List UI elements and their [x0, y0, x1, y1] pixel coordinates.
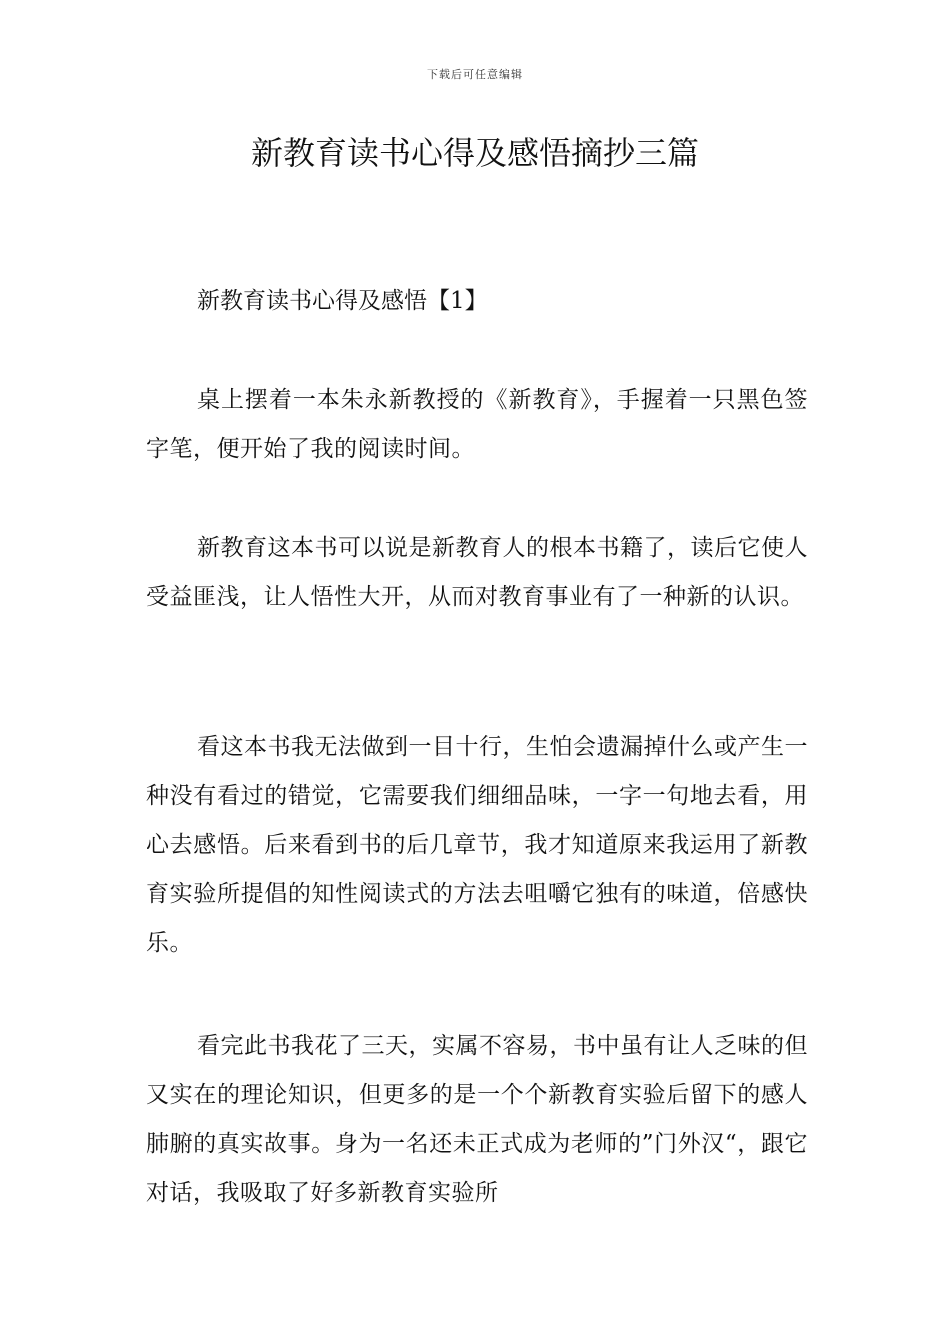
section-heading: 新教育读书心得及感悟【1】: [197, 288, 488, 314]
paragraph-2: 新教育这本书可以说是新教育人的根本书籍了，读后它使人受益匪浅，让人悟性大开，从而对教育事业有了一种新的认识。: [146, 535, 808, 610]
paragraph-4: 看完此书我花了三天，实属不容易，书中虽有让人乏味的但又实在的理论知识，但更多的是一个个新教育实验后留下的感人肺腑的真实故事。身为一名还未正式成为老师的”门外汉“，跟它对话，我吸取了好多新教育实验所: [146, 1033, 808, 1206]
document-title: 新教育读书心得及感悟摘抄三篇: [250, 134, 699, 172]
paragraph-1: 桌上摆着一本朱永新教授的《新教育》，手握着一只黑色签字笔，便开始了我的阅读时间。: [146, 387, 808, 462]
paragraph-3: 看这本书我无法做到一目十行，生怕会遗漏掉什么或产生一种没有看过的错觉，它需要我们细细品味，一字一句地去看，用心去感悟。后来看到书的后几章节，我才知道原来我运用了新教育实验所提倡的知性阅读式的方法去咀嚼它独有的味道，倍感快乐。: [146, 734, 808, 956]
page-header-note: 下载后可任意编辑: [427, 68, 523, 81]
